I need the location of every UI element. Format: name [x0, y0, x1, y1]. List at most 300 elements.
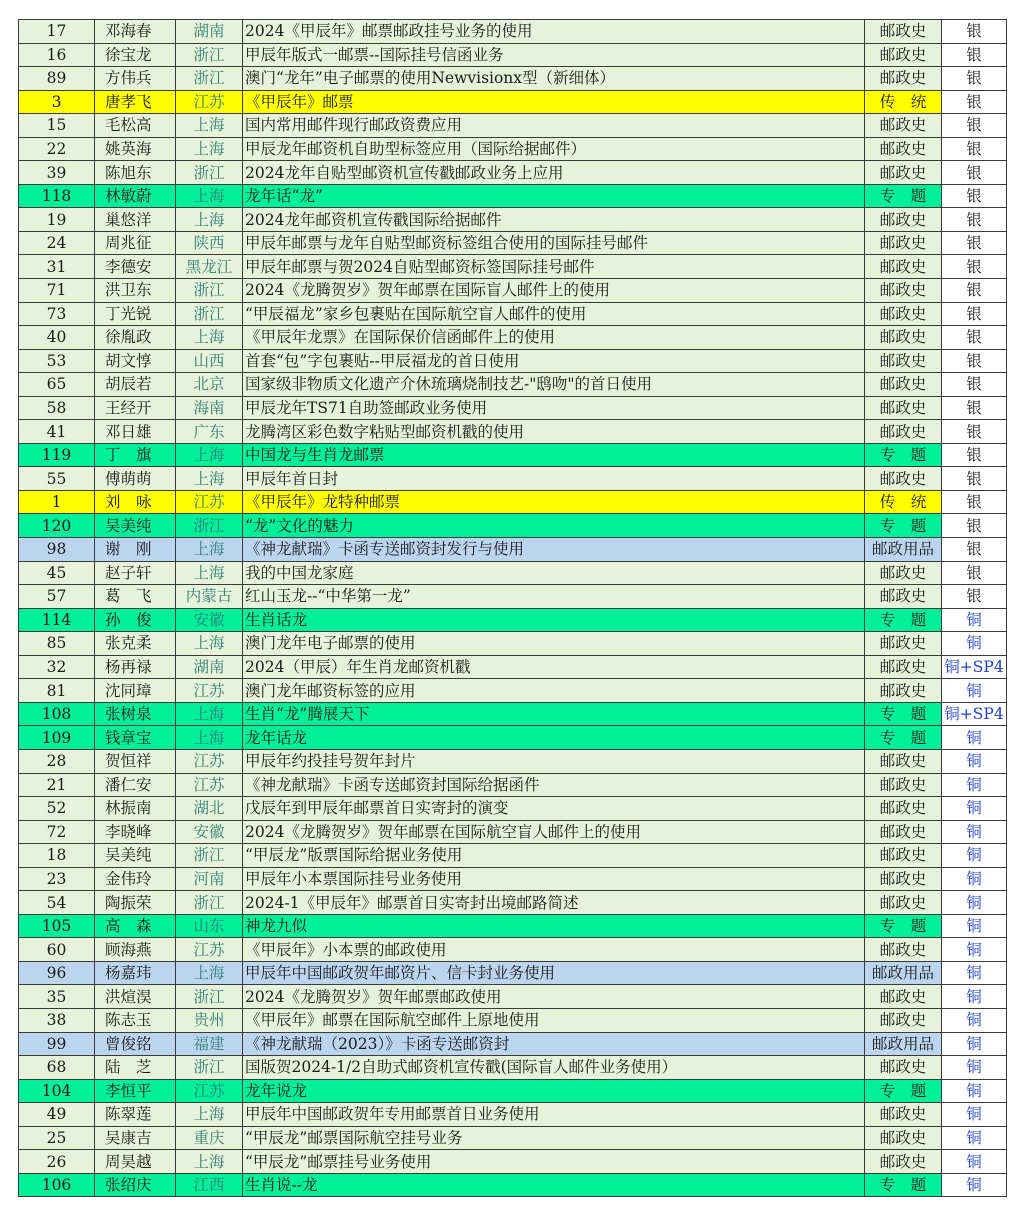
entry-number-cell: 105	[19, 914, 95, 938]
province-cell: 江苏	[176, 1079, 243, 1103]
province-cell: 上海	[176, 1150, 243, 1174]
category-cell: 专 题	[865, 443, 942, 467]
exhibitor-name-cell: 吴美纯	[95, 514, 176, 538]
exhibitor-name-cell: 邓日雄	[95, 420, 176, 444]
exhibitor-name-cell: 邓海春	[95, 20, 176, 44]
award-cell: 铜	[942, 914, 1007, 938]
award-cell: 银	[942, 20, 1007, 44]
province-cell: 内蒙古	[176, 585, 243, 609]
exhibit-title-cell: 《神龙献瑞》卡函专送邮资封国际给据函件	[243, 773, 865, 797]
category-cell: 邮政史	[865, 302, 942, 326]
category-cell: 邮政史	[865, 255, 942, 279]
province-cell: 上海	[176, 561, 243, 585]
exhibitor-name-cell: 唐孝飞	[95, 90, 176, 114]
province-cell: 浙江	[176, 67, 243, 91]
entry-number-cell: 81	[19, 679, 95, 703]
award-cell: 银	[942, 231, 1007, 255]
exhibitor-name-cell: 赵子轩	[95, 561, 176, 585]
exhibit-title-cell: 2024（甲辰）年生肖龙邮资机戳	[243, 655, 865, 679]
exhibit-title-cell: 《神龙献瑞（2023）》卡函专送邮资封	[243, 1032, 865, 1056]
award-cell: 铜	[942, 867, 1007, 891]
province-cell: 浙江	[176, 985, 243, 1009]
table-row	[19, 608, 1007, 632]
award-cell: 铜	[942, 961, 1007, 985]
exhibit-title-cell: “甲辰福龙”家乡包裹贴在国际航空盲人邮件的使用	[243, 302, 865, 326]
exhibitor-name-cell: 葛 飞	[95, 585, 176, 609]
category-cell: 邮政史	[865, 349, 942, 373]
province-cell: 上海	[176, 443, 243, 467]
exhibitor-name-cell: 曾俊铭	[95, 1032, 176, 1056]
exhibitor-name-cell: 吴康吉	[95, 1126, 176, 1150]
award-cell: 铜+SP4	[942, 655, 1007, 679]
exhibit-title-cell: 2024《龙腾贺岁》贺年邮票在国际航空盲人邮件上的使用	[243, 820, 865, 844]
entry-number-cell: 96	[19, 961, 95, 985]
table-row	[19, 420, 1007, 444]
entry-number-cell: 17	[19, 20, 95, 44]
entry-number-cell: 38	[19, 1008, 95, 1032]
category-cell: 邮政史	[865, 396, 942, 420]
table-row	[19, 490, 1007, 514]
category-cell: 邮政史	[865, 679, 942, 703]
table-row	[19, 891, 1007, 915]
table-row	[19, 702, 1007, 726]
category-cell: 邮政史	[865, 1056, 942, 1080]
category-cell: 邮政史	[865, 985, 942, 1009]
exhibit-title-cell: 澳门龙年电子邮票的使用	[243, 632, 865, 656]
award-cell: 铜	[942, 1150, 1007, 1174]
exhibit-title-cell: 甲辰年中国邮政贺年邮资片、信卡封业务使用	[243, 961, 865, 985]
entry-number-cell: 3	[19, 90, 95, 114]
award-cell: 铜	[942, 726, 1007, 750]
exhibit-title-cell: 甲辰年版式一邮票--国际挂号信函业务	[243, 43, 865, 67]
table-row	[19, 632, 1007, 656]
province-cell: 重庆	[176, 1126, 243, 1150]
province-cell: 上海	[176, 1103, 243, 1127]
exhibit-title-cell: 2024龙年邮资机宣传戳国际给据邮件	[243, 208, 865, 232]
exhibitor-name-cell: 徐宝龙	[95, 43, 176, 67]
exhibitor-name-cell: 潘仁安	[95, 773, 176, 797]
province-cell: 北京	[176, 373, 243, 397]
category-cell: 邮政史	[865, 1008, 942, 1032]
entry-number-cell: 89	[19, 67, 95, 91]
exhibit-title-cell: 2024《龙腾贺岁》贺年邮票邮政使用	[243, 985, 865, 1009]
category-cell: 邮政史	[865, 632, 942, 656]
award-cell: 银	[942, 137, 1007, 161]
award-cell: 铜	[942, 891, 1007, 915]
province-cell: 上海	[176, 326, 243, 350]
category-cell: 传 统	[865, 490, 942, 514]
exhibitor-name-cell: 李晓峰	[95, 820, 176, 844]
category-cell: 邮政史	[865, 279, 942, 303]
exhibit-title-cell: 《神龙献瑞》卡函专送邮资封发行与使用	[243, 538, 865, 562]
table-row	[19, 561, 1007, 585]
entry-number-cell: 104	[19, 1079, 95, 1103]
table-row	[19, 538, 1007, 562]
province-cell: 湖南	[176, 655, 243, 679]
entry-number-cell: 25	[19, 1126, 95, 1150]
province-cell: 浙江	[176, 844, 243, 868]
award-cell: 银	[942, 114, 1007, 138]
category-cell: 专 题	[865, 726, 942, 750]
province-cell: 江苏	[176, 490, 243, 514]
award-cell: 银	[942, 302, 1007, 326]
province-cell: 陕西	[176, 231, 243, 255]
exhibitor-name-cell: 沈同璋	[95, 679, 176, 703]
exhibit-title-cell: 甲辰年小本票国际挂号业务使用	[243, 867, 865, 891]
category-cell: 专 题	[865, 702, 942, 726]
province-cell: 上海	[176, 726, 243, 750]
category-cell: 专 题	[865, 514, 942, 538]
award-cell: 铜	[942, 749, 1007, 773]
province-cell: 浙江	[176, 1056, 243, 1080]
province-cell: 江西	[176, 1173, 243, 1197]
exhibitor-name-cell: 姚英海	[95, 137, 176, 161]
results-table	[18, 19, 1007, 1197]
exhibit-title-cell: 澳门龙年邮资标签的应用	[243, 679, 865, 703]
exhibitor-name-cell: 贺恒祥	[95, 749, 176, 773]
table-row	[19, 867, 1007, 891]
category-cell: 邮政史	[865, 326, 942, 350]
award-cell: 银	[942, 373, 1007, 397]
exhibitor-name-cell: 陈志玉	[95, 1008, 176, 1032]
entry-number-cell: 39	[19, 161, 95, 185]
exhibitor-name-cell: 毛松高	[95, 114, 176, 138]
award-cell: 铜	[942, 679, 1007, 703]
award-cell: 铜	[942, 1079, 1007, 1103]
entry-number-cell: 31	[19, 255, 95, 279]
exhibit-title-cell: 《甲辰年》龙特种邮票	[243, 490, 865, 514]
exhibitor-name-cell: 陈翠莲	[95, 1103, 176, 1127]
table-row	[19, 161, 1007, 185]
entry-number-cell: 68	[19, 1056, 95, 1080]
exhibit-title-cell: “龙”文化的魅力	[243, 514, 865, 538]
exhibitor-name-cell: 陈旭东	[95, 161, 176, 185]
province-cell: 海南	[176, 396, 243, 420]
exhibitor-name-cell: 巢悠洋	[95, 208, 176, 232]
exhibitor-name-cell: 张树泉	[95, 702, 176, 726]
award-cell: 铜	[942, 1008, 1007, 1032]
entry-number-cell: 53	[19, 349, 95, 373]
category-cell: 邮政史	[865, 655, 942, 679]
exhibit-title-cell: 戊辰年到甲辰年邮票首日实寄封的演变	[243, 797, 865, 821]
table-row	[19, 844, 1007, 868]
entry-number-cell: 73	[19, 302, 95, 326]
entry-number-cell: 18	[19, 844, 95, 868]
award-cell: 铜	[942, 820, 1007, 844]
exhibit-title-cell: 龙年说龙	[243, 1079, 865, 1103]
award-cell: 银	[942, 396, 1007, 420]
exhibit-title-cell: 首套“包”字包裹贴--甲辰福龙的首日使用	[243, 349, 865, 373]
exhibit-title-cell: 2024《龙腾贺岁》贺年邮票在国际盲人邮件上的使用	[243, 279, 865, 303]
category-cell: 邮政史	[865, 467, 942, 491]
category-cell: 邮政史	[865, 820, 942, 844]
exhibit-title-cell: 甲辰年邮票与龙年自贴型邮资标签组合使用的国际挂号邮件	[243, 231, 865, 255]
province-cell: 福建	[176, 1032, 243, 1056]
award-cell: 银	[942, 467, 1007, 491]
province-cell: 上海	[176, 702, 243, 726]
exhibit-title-cell: 生肖“龙”腾展天下	[243, 702, 865, 726]
province-cell: 江苏	[176, 749, 243, 773]
entry-number-cell: 41	[19, 420, 95, 444]
exhibitor-name-cell: 徐胤政	[95, 326, 176, 350]
exhibit-title-cell: 甲辰年中国邮政贺年专用邮票首日业务使用	[243, 1103, 865, 1127]
exhibit-title-cell: 2024龙年自贴型邮资机宣传戳邮政业务上应用	[243, 161, 865, 185]
category-cell: 邮政史	[865, 844, 942, 868]
award-cell: 银	[942, 420, 1007, 444]
table-row	[19, 302, 1007, 326]
entry-number-cell: 22	[19, 137, 95, 161]
category-cell: 邮政史	[865, 373, 942, 397]
entry-number-cell: 58	[19, 396, 95, 420]
entry-number-cell: 98	[19, 538, 95, 562]
province-cell: 浙江	[176, 891, 243, 915]
table-row	[19, 396, 1007, 420]
entry-number-cell: 119	[19, 443, 95, 467]
table-row	[19, 208, 1007, 232]
entry-number-cell: 40	[19, 326, 95, 350]
table-row	[19, 349, 1007, 373]
exhibit-title-cell: “甲辰龙”邮票国际航空挂号业务	[243, 1126, 865, 1150]
entry-number-cell: 26	[19, 1150, 95, 1174]
entry-number-cell: 99	[19, 1032, 95, 1056]
category-cell: 专 题	[865, 1079, 942, 1103]
entry-number-cell: 85	[19, 632, 95, 656]
award-cell: 银	[942, 67, 1007, 91]
table-row	[19, 1126, 1007, 1150]
category-cell: 邮政史	[865, 891, 942, 915]
exhibitor-name-cell: 陶振荣	[95, 891, 176, 915]
entry-number-cell: 114	[19, 608, 95, 632]
exhibitor-name-cell: 李恒平	[95, 1079, 176, 1103]
entry-number-cell: 49	[19, 1103, 95, 1127]
exhibit-title-cell: 国家级非物质文化遗产介休琉璃烧制技艺-"鸱吻"的首日使用	[243, 373, 865, 397]
entry-number-cell: 21	[19, 773, 95, 797]
category-cell: 专 题	[865, 1173, 942, 1197]
table-row	[19, 326, 1007, 350]
entry-number-cell: 23	[19, 867, 95, 891]
exhibitor-name-cell: 孙 俊	[95, 608, 176, 632]
exhibit-title-cell: 甲辰年约投挂号贺年封片	[243, 749, 865, 773]
province-cell: 黑龙江	[176, 255, 243, 279]
category-cell: 邮政史	[865, 867, 942, 891]
category-cell: 邮政史	[865, 938, 942, 962]
table-row	[19, 467, 1007, 491]
entry-number-cell: 106	[19, 1173, 95, 1197]
province-cell: 上海	[176, 208, 243, 232]
province-cell: 湖北	[176, 797, 243, 821]
table-row	[19, 820, 1007, 844]
category-cell: 邮政史	[865, 797, 942, 821]
entry-number-cell: 52	[19, 797, 95, 821]
table-row	[19, 655, 1007, 679]
award-cell: 银	[942, 255, 1007, 279]
category-cell: 邮政史	[865, 67, 942, 91]
table-row	[19, 1150, 1007, 1174]
award-cell: 银	[942, 538, 1007, 562]
province-cell: 山西	[176, 349, 243, 373]
category-cell: 邮政史	[865, 231, 942, 255]
exhibitor-name-cell: 张绍庆	[95, 1173, 176, 1197]
province-cell: 河南	[176, 867, 243, 891]
award-cell: 银	[942, 514, 1007, 538]
entry-number-cell: 118	[19, 184, 95, 208]
exhibit-title-cell: 龙年话龙	[243, 726, 865, 750]
award-cell: 银	[942, 443, 1007, 467]
entry-number-cell: 54	[19, 891, 95, 915]
category-cell: 邮政史	[865, 585, 942, 609]
award-cell: 银	[942, 208, 1007, 232]
exhibit-title-cell: 龙年话“龙”	[243, 184, 865, 208]
category-cell: 邮政史	[865, 561, 942, 585]
category-cell: 邮政史	[865, 420, 942, 444]
award-cell: 铜	[942, 773, 1007, 797]
exhibitor-name-cell: 钱章宝	[95, 726, 176, 750]
category-cell: 邮政用品	[865, 1032, 942, 1056]
table-row	[19, 585, 1007, 609]
table-row	[19, 914, 1007, 938]
category-cell: 专 题	[865, 608, 942, 632]
category-cell: 邮政用品	[865, 538, 942, 562]
results-table-body	[19, 20, 1007, 1197]
exhibitor-name-cell: 林振南	[95, 797, 176, 821]
exhibit-title-cell: 甲辰年邮票与贺2024自贴型邮资标签国际挂号邮件	[243, 255, 865, 279]
award-cell: 铜	[942, 938, 1007, 962]
entry-number-cell: 35	[19, 985, 95, 1009]
entry-number-cell: 16	[19, 43, 95, 67]
table-row	[19, 373, 1007, 397]
exhibit-title-cell: 生肖说--龙	[243, 1173, 865, 1197]
exhibitor-name-cell: 林敏蔚	[95, 184, 176, 208]
exhibit-title-cell: 《甲辰年》邮票	[243, 90, 865, 114]
table-row	[19, 961, 1007, 985]
province-cell: 上海	[176, 467, 243, 491]
province-cell: 山东	[176, 914, 243, 938]
exhibit-title-cell: 中国龙与生肖龙邮票	[243, 443, 865, 467]
exhibit-title-cell: 《甲辰年》小本票的邮政使用	[243, 938, 865, 962]
exhibitor-name-cell: 周昊越	[95, 1150, 176, 1174]
award-cell: 铜	[942, 608, 1007, 632]
category-cell: 邮政史	[865, 749, 942, 773]
entry-number-cell: 71	[19, 279, 95, 303]
table-row	[19, 1056, 1007, 1080]
award-cell: 银	[942, 349, 1007, 373]
category-cell: 传 统	[865, 90, 942, 114]
category-cell: 邮政史	[865, 137, 942, 161]
category-cell: 专 题	[865, 184, 942, 208]
exhibitor-name-cell: 吴美纯	[95, 844, 176, 868]
province-cell: 江苏	[176, 679, 243, 703]
entry-number-cell: 32	[19, 655, 95, 679]
province-cell: 安徽	[176, 820, 243, 844]
category-cell: 邮政史	[865, 1103, 942, 1127]
category-cell: 邮政史	[865, 208, 942, 232]
award-cell: 银	[942, 326, 1007, 350]
province-cell: 江苏	[176, 773, 243, 797]
exhibitor-name-cell: 杨嘉玮	[95, 961, 176, 985]
table-row	[19, 985, 1007, 1009]
category-cell: 邮政史	[865, 20, 942, 44]
category-cell: 邮政史	[865, 1150, 942, 1174]
exhibitor-name-cell: 杨再禄	[95, 655, 176, 679]
entry-number-cell: 72	[19, 820, 95, 844]
table-row	[19, 137, 1007, 161]
table-row	[19, 443, 1007, 467]
award-cell: 银	[942, 490, 1007, 514]
award-cell: 铜	[942, 1173, 1007, 1197]
award-cell: 银	[942, 585, 1007, 609]
table-row	[19, 1008, 1007, 1032]
award-cell: 铜	[942, 797, 1007, 821]
exhibitor-name-cell: 陆 芝	[95, 1056, 176, 1080]
award-cell: 银	[942, 43, 1007, 67]
table-row	[19, 938, 1007, 962]
entry-number-cell: 109	[19, 726, 95, 750]
province-cell: 上海	[176, 137, 243, 161]
entry-number-cell: 24	[19, 231, 95, 255]
award-cell: 铜	[942, 1056, 1007, 1080]
table-row	[19, 679, 1007, 703]
province-cell: 江苏	[176, 90, 243, 114]
table-row	[19, 773, 1007, 797]
province-cell: 浙江	[176, 302, 243, 326]
award-cell: 铜	[942, 632, 1007, 656]
exhibit-title-cell: “甲辰龙”邮票挂号业务使用	[243, 1150, 865, 1174]
award-cell: 银	[942, 561, 1007, 585]
award-cell: 银	[942, 279, 1007, 303]
province-cell: 安徽	[176, 608, 243, 632]
exhibit-title-cell: 红山玉龙--“中华第一龙”	[243, 585, 865, 609]
exhibitor-name-cell: 方伟兵	[95, 67, 176, 91]
exhibit-title-cell: 国版贺2024-1/2自助式邮资机宣传戳(国际盲人邮件业务使用）	[243, 1056, 865, 1080]
table-row	[19, 1173, 1007, 1197]
table-row	[19, 114, 1007, 138]
entry-number-cell: 65	[19, 373, 95, 397]
award-cell: 银	[942, 90, 1007, 114]
province-cell: 贵州	[176, 1008, 243, 1032]
exhibitor-name-cell: 高 森	[95, 914, 176, 938]
exhibitor-name-cell: 谢 刚	[95, 538, 176, 562]
exhibit-title-cell: 《甲辰年龙票》在国际保价信函邮件上的使用	[243, 326, 865, 350]
award-cell: 银	[942, 161, 1007, 185]
province-cell: 上海	[176, 114, 243, 138]
entry-number-cell: 1	[19, 490, 95, 514]
province-cell: 上海	[176, 632, 243, 656]
category-cell: 邮政史	[865, 114, 942, 138]
exhibit-title-cell: 神龙九似	[243, 914, 865, 938]
category-cell: 邮政史	[865, 1126, 942, 1150]
exhibit-title-cell: 甲辰年首日封	[243, 467, 865, 491]
exhibit-title-cell: 甲辰龙年TS71自助签邮政业务使用	[243, 396, 865, 420]
entry-number-cell: 55	[19, 467, 95, 491]
category-cell: 邮政史	[865, 773, 942, 797]
exhibitor-name-cell: 洪煊淏	[95, 985, 176, 1009]
province-cell: 上海	[176, 538, 243, 562]
province-cell: 浙江	[176, 161, 243, 185]
entry-number-cell: 28	[19, 749, 95, 773]
category-cell: 邮政史	[865, 161, 942, 185]
exhibitor-name-cell: 顾海燕	[95, 938, 176, 962]
exhibit-title-cell: 《甲辰年》邮票在国际航空邮件上原地使用	[243, 1008, 865, 1032]
award-cell: 银	[942, 184, 1007, 208]
province-cell: 湖南	[176, 20, 243, 44]
exhibitor-name-cell: 丁 旗	[95, 443, 176, 467]
exhibit-title-cell: “甲辰龙”版票国际给据业务使用	[243, 844, 865, 868]
table-row	[19, 1103, 1007, 1127]
exhibit-title-cell: 国内常用邮件现行邮政资费应用	[243, 114, 865, 138]
province-cell: 上海	[176, 184, 243, 208]
table-row	[19, 514, 1007, 538]
exhibit-title-cell: 澳门“龙年”电子邮票的使用Newvisionx型（新细体）	[243, 67, 865, 91]
